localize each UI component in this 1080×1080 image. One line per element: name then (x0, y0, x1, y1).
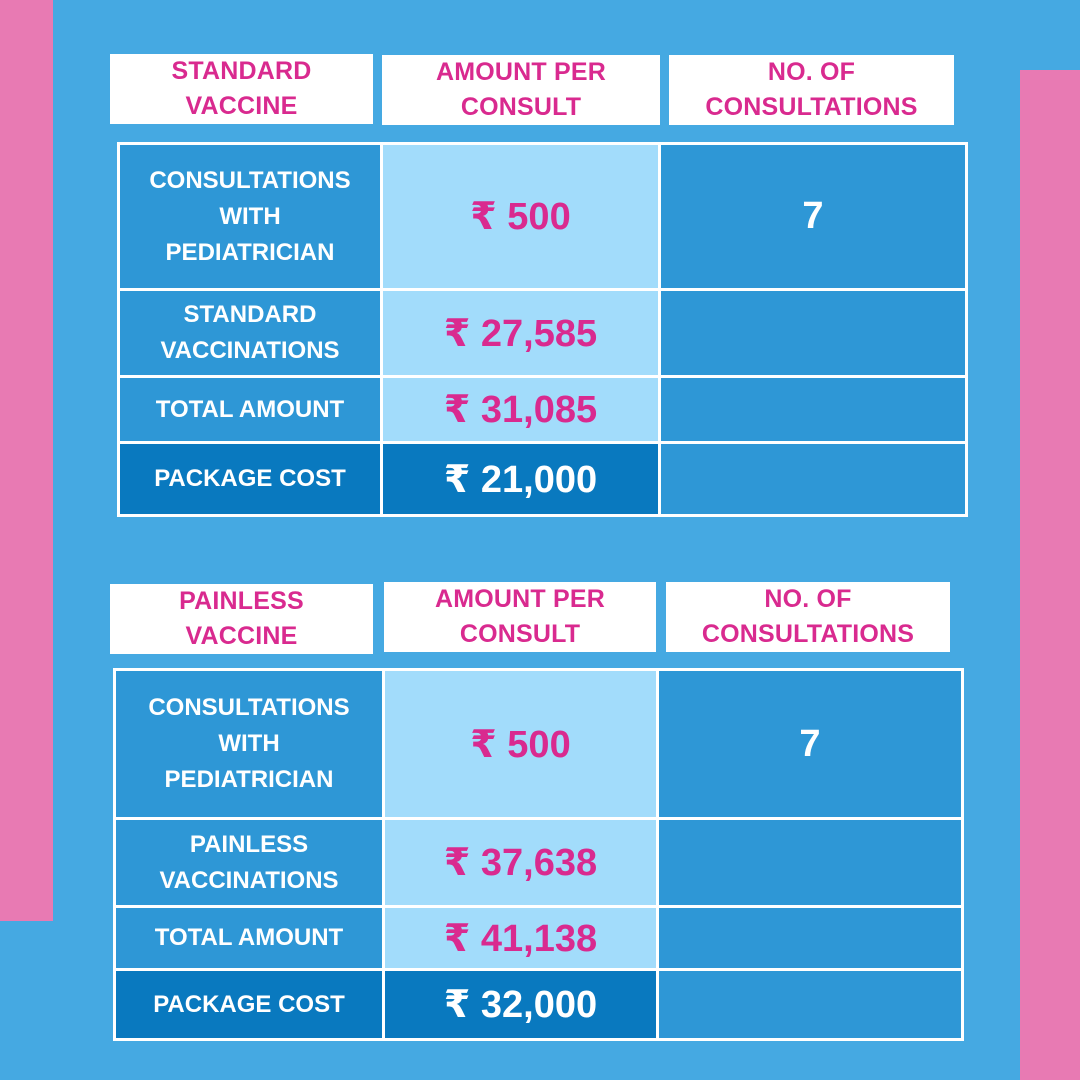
table-row (115, 907, 963, 970)
row-label-total: TOTAL AMOUNT (115, 907, 384, 970)
painless-count-header: NO. OF CONSULTATIONS (666, 582, 950, 652)
standard-title-header: STANDARD VACCINE (110, 54, 373, 124)
row-count-vaccinations (660, 290, 967, 377)
row-label-vaccinations: STANDARD VACCINATIONS (119, 290, 382, 377)
standard-vaccine-table (117, 142, 968, 517)
row-count-total (658, 907, 963, 970)
row-label-consultations: CONSULTATIONS WITH PEDIATRICIAN (115, 670, 384, 819)
standard-count-header: NO. OF CONSULTATIONS (669, 55, 954, 125)
row-label-consultations: CONSULTATIONS WITH PEDIATRICIAN (119, 144, 382, 290)
row-count-package (658, 970, 963, 1040)
row-amount-total: ₹ 41,138 (384, 907, 658, 970)
table-row (119, 290, 967, 377)
row-amount-vaccinations: ₹ 37,638 (384, 819, 658, 907)
row-label-vaccinations: PAINLESS VACCINATIONS (115, 819, 384, 907)
table-row (115, 970, 963, 1040)
row-label-total: TOTAL AMOUNT (119, 377, 382, 443)
row-count-consultations: 7 (658, 670, 963, 819)
table-row (115, 670, 963, 819)
painless-title-header: PAINLESS VACCINE (110, 584, 373, 654)
row-count-total (660, 377, 967, 443)
table-row (119, 443, 967, 516)
row-amount-vaccinations: ₹ 27,585 (382, 290, 660, 377)
right-pink-accent-bar (1020, 70, 1080, 1080)
painless-vaccine-table (113, 668, 964, 1041)
table-row (115, 819, 963, 907)
row-count-package (660, 443, 967, 516)
row-amount-consultations: ₹ 500 (384, 670, 658, 819)
row-amount-package: ₹ 21,000 (382, 443, 660, 516)
left-pink-accent-bar (0, 0, 53, 921)
table-row (119, 144, 967, 290)
row-amount-package: ₹ 32,000 (384, 970, 658, 1040)
row-label-package: PACKAGE COST (115, 970, 384, 1040)
painless-amount-header: AMOUNT PER CONSULT (384, 582, 656, 652)
row-amount-consultations: ₹ 500 (382, 144, 660, 290)
table-row (119, 377, 967, 443)
row-count-vaccinations (658, 819, 963, 907)
row-count-consultations: 7 (660, 144, 967, 290)
row-amount-total: ₹ 31,085 (382, 377, 660, 443)
row-label-package: PACKAGE COST (119, 443, 382, 516)
standard-amount-header: AMOUNT PER CONSULT (382, 55, 660, 125)
